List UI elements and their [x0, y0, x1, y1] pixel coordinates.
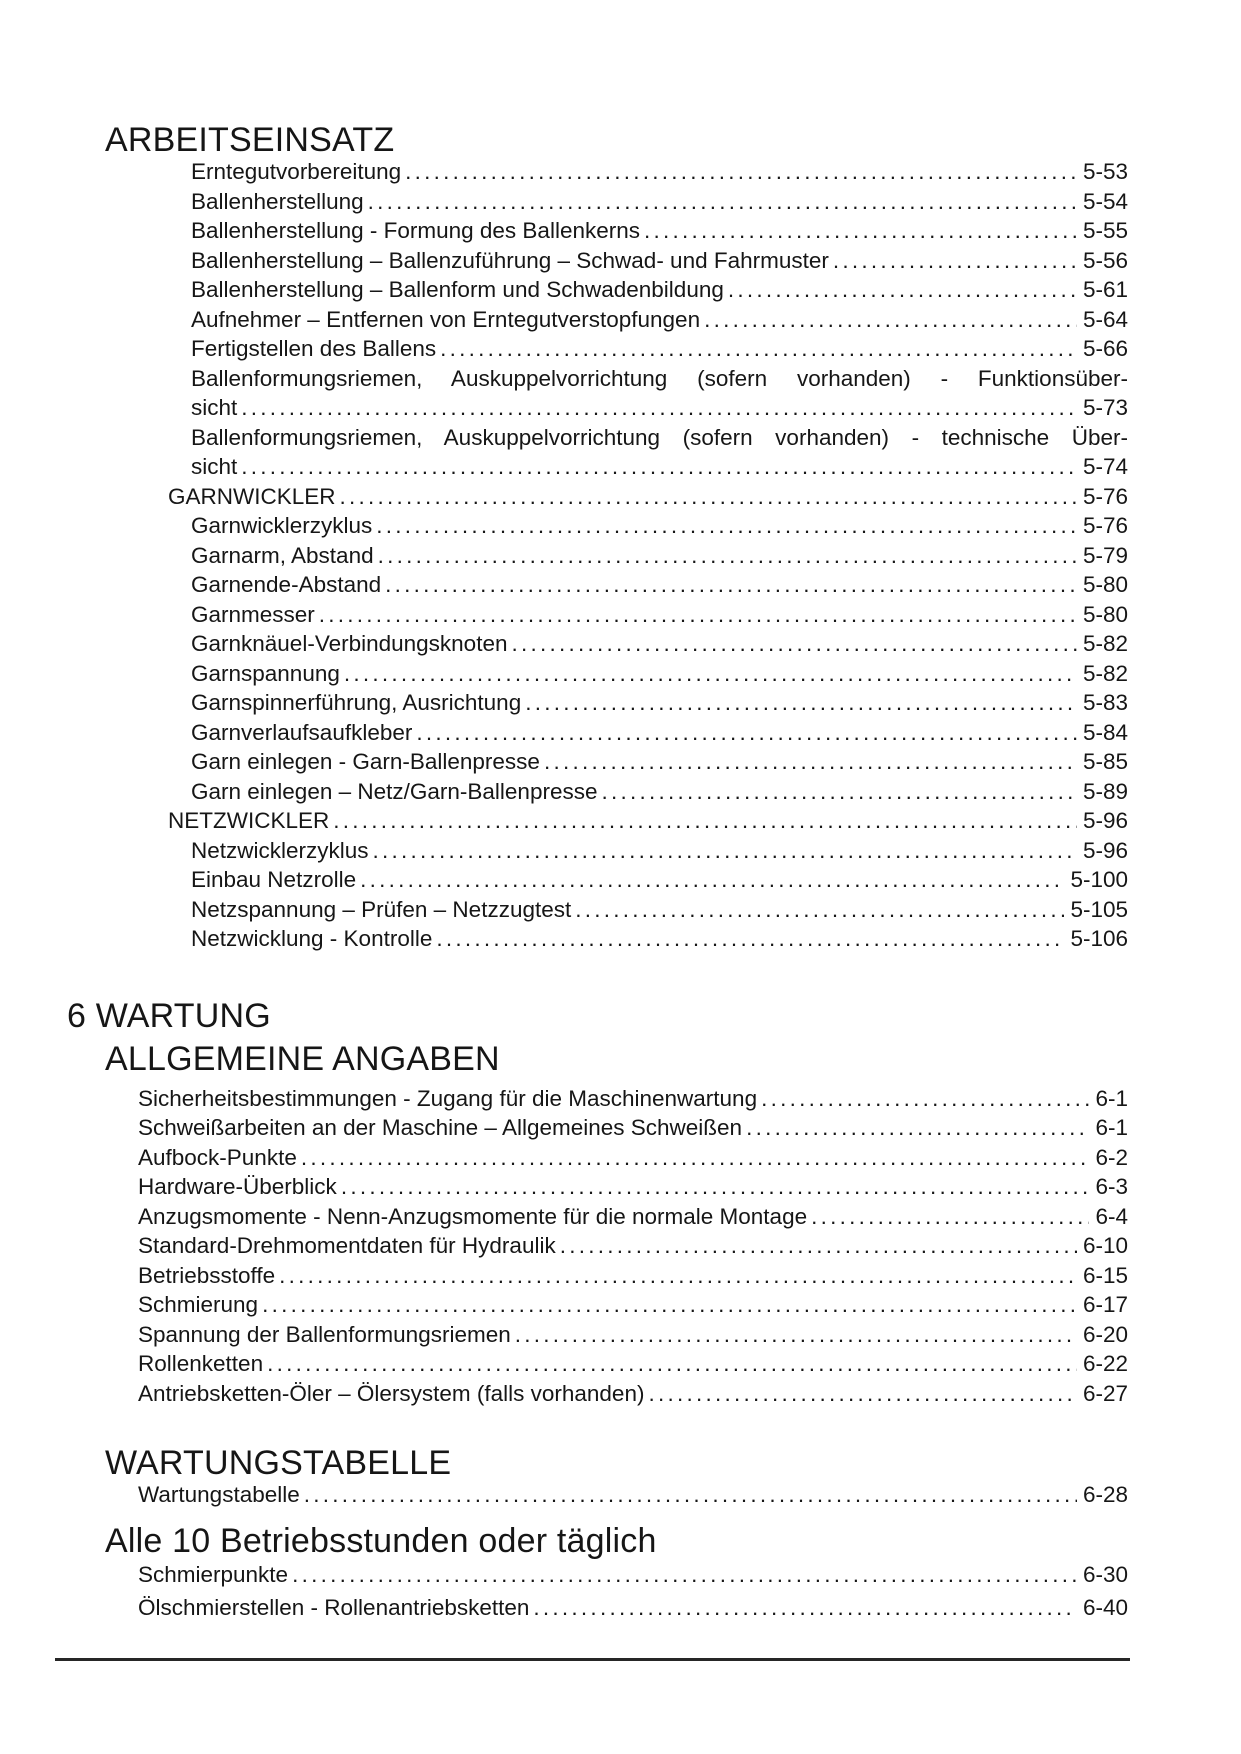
- entry-label: Standard-Drehmomentdaten für Hydraulik: [138, 1233, 556, 1258]
- page-number: 6-17: [1082, 1292, 1128, 1317]
- page-number: 6-28: [1082, 1482, 1128, 1507]
- page-number: 5-56: [1082, 247, 1128, 273]
- toc-entry-line1: Ballenformungsriemen, Auskuppelvorrichtung (sofern vorhanden) - Funktionsüber-: [191, 365, 1128, 391]
- entry-label: Garn einlegen – Netz/Garn-Ballenpresse: [191, 778, 598, 804]
- page-number: 5-82: [1082, 631, 1128, 656]
- dot-leader: [241, 452, 1077, 482]
- dot-leader: [533, 1593, 1077, 1623]
- dot-leader: [648, 1379, 1077, 1409]
- page-number: 5-61: [1082, 277, 1128, 302]
- page-number: 5-74: [1082, 454, 1128, 479]
- entry-label: NETZWICKLER: [168, 808, 330, 833]
- entry-label: sicht: [191, 395, 238, 420]
- dot-leader: [515, 1320, 1077, 1350]
- page-number: 5-54: [1082, 188, 1128, 214]
- dot-leader: [279, 1261, 1077, 1291]
- toc-entry: [191, 511, 1128, 541]
- dot-leader: [704, 305, 1077, 335]
- entry-label: Ballenherstellung – Ballenform und Schwadenbildung: [191, 277, 724, 302]
- page-number: 5-80: [1082, 572, 1128, 597]
- page-number: 5-105: [1070, 896, 1128, 922]
- page-number: 6-3: [1095, 1174, 1128, 1199]
- toc-entry: [191, 924, 1128, 954]
- toc-entry: [191, 305, 1128, 335]
- toc-subsection-entry: [168, 482, 1128, 512]
- entry-label: GARNWICKLER: [168, 483, 336, 509]
- entry-label: Erntegutvorbereitung: [191, 159, 402, 184]
- toc-entry: [191, 777, 1128, 807]
- page-number: 5-76: [1082, 513, 1128, 538]
- entry-label: Netzspannung – Prüfen – Netzzugtest: [191, 896, 572, 922]
- toc-entry: [191, 836, 1128, 866]
- dot-leader: [601, 777, 1076, 807]
- toc-entry: [138, 1560, 1128, 1590]
- toc-entry: [191, 334, 1128, 364]
- toc-entry: [138, 1113, 1128, 1143]
- toc-entry: [191, 659, 1128, 689]
- dot-leader: [360, 865, 1064, 895]
- dot-leader: [440, 334, 1077, 364]
- section-heading: ALLGEMEINE ANGABEN: [105, 1039, 500, 1078]
- entry-label: Aufbock-Punkte: [138, 1144, 297, 1170]
- page-number: 5-53: [1082, 159, 1128, 184]
- dot-leader: [376, 511, 1077, 541]
- dot-leader: [575, 895, 1064, 925]
- toc-entry: [191, 629, 1128, 659]
- toc-entry: [138, 1231, 1128, 1261]
- entry-label: Einbau Netzrolle: [191, 867, 357, 892]
- toc-entry: [138, 1084, 1128, 1114]
- page-number: 5-96: [1082, 837, 1128, 863]
- entry-label: Netzwicklung - Kontrolle: [191, 926, 433, 951]
- toc-content: [67, 0, 1128, 1623]
- entry-label: Aufnehmer – Entfernen von Erntegutverstopfungen: [191, 306, 701, 332]
- page-number: 5-76: [1082, 483, 1128, 509]
- toc-entry: [191, 865, 1128, 895]
- dot-leader: [333, 806, 1077, 836]
- toc-entry: [191, 157, 1128, 187]
- section-heading: ARBEITSEINSATZ: [105, 121, 395, 159]
- entry-label: sicht: [191, 454, 238, 479]
- entry-label: Garn einlegen - Garn-Ballenpresse: [191, 749, 540, 774]
- toc-entry: [138, 1320, 1128, 1350]
- page-number: 6-1: [1095, 1085, 1128, 1111]
- page-number: 5-83: [1082, 690, 1128, 715]
- toc-entry: [191, 600, 1128, 630]
- dot-leader: [416, 718, 1077, 748]
- entry-label: Garnende-Abstand: [191, 572, 382, 597]
- entry-label: Rollenketten: [138, 1351, 264, 1376]
- dot-leader: [301, 1143, 1090, 1173]
- dot-leader: [262, 1290, 1077, 1320]
- page-number: 6-30: [1082, 1561, 1128, 1587]
- page-number: 5-55: [1082, 218, 1128, 243]
- page-number: 5-84: [1082, 719, 1128, 745]
- dot-leader: [525, 688, 1077, 718]
- section-heading: WARTUNGSTABELLE: [105, 1444, 452, 1482]
- dot-leader: [341, 1172, 1090, 1202]
- page-number: 6-20: [1082, 1321, 1128, 1347]
- dot-leader: [728, 275, 1077, 305]
- page-number: 5-64: [1082, 306, 1128, 332]
- dot-leader: [436, 924, 1064, 954]
- toc-entry: [191, 747, 1128, 777]
- page-number: 5-89: [1082, 778, 1128, 804]
- entry-label: Garnwicklerzyklus: [191, 513, 373, 538]
- entry-label: Garnverlaufsaufkleber: [191, 719, 413, 745]
- dot-leader: [373, 836, 1077, 866]
- entry-label: Garnmesser: [191, 601, 315, 627]
- page-number: 6-22: [1082, 1351, 1128, 1376]
- section-heading: Alle 10 Betriebsstunden oder täglich: [105, 1521, 657, 1560]
- page-number: 5-82: [1082, 660, 1128, 686]
- toc-entry: [191, 216, 1128, 246]
- dot-leader: [304, 1480, 1077, 1510]
- toc-entry: [138, 1379, 1128, 1409]
- toc-entry: [138, 1261, 1128, 1291]
- page-number: 6-10: [1082, 1233, 1128, 1258]
- dot-leader: [241, 393, 1077, 423]
- chapter-heading: 6 WARTUNG: [67, 996, 271, 1035]
- table-of-contents: [67, 123, 1128, 1623]
- toc-subsection-entry: [168, 806, 1128, 836]
- page-number: 6-2: [1095, 1144, 1128, 1170]
- toc-entry: [191, 688, 1128, 718]
- toc-entry: [191, 541, 1128, 571]
- page-number: 6-27: [1082, 1380, 1128, 1406]
- page-number: 5-80: [1082, 601, 1128, 627]
- dot-leader: [319, 600, 1077, 630]
- toc-entry-line1: Ballenformungsriemen, Auskuppelvorrichtung (sofern vorhanden) - technische Über-: [191, 424, 1128, 450]
- dot-leader: [340, 482, 1077, 512]
- entry-label: Spannung der Ballenformungsriemen: [138, 1321, 511, 1347]
- page-number: 5-85: [1082, 749, 1128, 774]
- dot-leader: [344, 659, 1077, 689]
- toc-entry: [138, 1349, 1128, 1379]
- toc-entry-wrapped: [67, 364, 1128, 423]
- dot-leader: [746, 1113, 1089, 1143]
- toc-entry: [191, 246, 1128, 276]
- entry-label: Garnspannung: [191, 660, 340, 686]
- entry-label: Netzwicklerzyklus: [191, 837, 369, 863]
- entry-label: Garnknäuel-Verbindungsknoten: [191, 631, 508, 656]
- toc-entry: [138, 1202, 1128, 1232]
- page-number: 6-15: [1082, 1262, 1128, 1288]
- page-number: 6-1: [1095, 1115, 1128, 1140]
- dot-leader: [368, 187, 1077, 217]
- entry-label: Schmierpunkte: [138, 1561, 289, 1587]
- dot-leader: [560, 1231, 1077, 1261]
- toc-entry: [191, 718, 1128, 748]
- toc-entry: [138, 1172, 1128, 1202]
- toc-entry-wrapped: [67, 423, 1128, 482]
- dot-leader: [405, 157, 1077, 187]
- toc-entry: [191, 275, 1128, 305]
- footer-rule: [55, 1658, 1130, 1661]
- entry-label: Fertigstellen des Ballens: [191, 336, 437, 361]
- page-number: 5-66: [1082, 336, 1128, 361]
- toc-entry: [191, 187, 1128, 217]
- page-number: 5-96: [1082, 808, 1128, 833]
- entry-label: Ballenherstellung: [191, 188, 364, 214]
- entry-label: Sicherheitsbestimmungen - Zugang für die Maschinenwartung: [138, 1085, 758, 1111]
- page-number: 5-100: [1070, 867, 1128, 892]
- toc-entry-continuation: [191, 393, 1128, 423]
- page-number: 5-73: [1082, 395, 1128, 420]
- page-number: 6-40: [1082, 1595, 1128, 1620]
- toc-entry: [191, 570, 1128, 600]
- dot-leader: [511, 629, 1076, 659]
- entry-label: Ölschmierstellen - Rollenantriebsketten: [138, 1595, 530, 1620]
- page-number: 6-4: [1095, 1203, 1128, 1229]
- entry-label: Betriebsstoffe: [138, 1262, 276, 1288]
- entry-label: Antriebsketten-Öler – Ölersystem (falls vorhanden): [138, 1380, 645, 1406]
- entry-label: Ballenherstellung - Formung des Ballenkerns: [191, 218, 640, 243]
- entry-label: Schweißarbeiten an der Maschine – Allgemeines Schweißen: [138, 1115, 743, 1140]
- toc-entry: [138, 1143, 1128, 1173]
- entry-label: Hardware-Überblick: [138, 1174, 337, 1199]
- toc-entry: [138, 1480, 1128, 1510]
- dot-leader: [833, 246, 1077, 276]
- entry-label: Anzugsmomente - Nenn-Anzugsmomente für die normale Montage: [138, 1203, 808, 1229]
- page-number: 5-106: [1070, 926, 1128, 951]
- toc-entry-continuation: [191, 452, 1128, 482]
- entry-label: Ballenherstellung – Ballenzuführung – Schwad- und Fahrmuster: [191, 247, 829, 273]
- dot-leader: [385, 570, 1077, 600]
- toc-entry: [138, 1290, 1128, 1320]
- entry-label: Wartungstabelle: [138, 1482, 300, 1507]
- toc-entry: [191, 895, 1128, 925]
- entry-label: Garnspinnerführung, Ausrichtung: [191, 690, 522, 715]
- page-number: 5-79: [1082, 542, 1128, 568]
- entry-label: Schmierung: [138, 1292, 259, 1317]
- dot-leader: [644, 216, 1077, 246]
- dot-leader: [267, 1349, 1077, 1379]
- dot-leader: [544, 747, 1077, 777]
- entry-label: Garnarm, Abstand: [191, 542, 374, 568]
- dot-leader: [378, 541, 1077, 571]
- toc-entry: [138, 1593, 1128, 1623]
- dot-leader: [761, 1084, 1089, 1114]
- dot-leader: [292, 1560, 1077, 1590]
- dot-leader: [811, 1202, 1089, 1232]
